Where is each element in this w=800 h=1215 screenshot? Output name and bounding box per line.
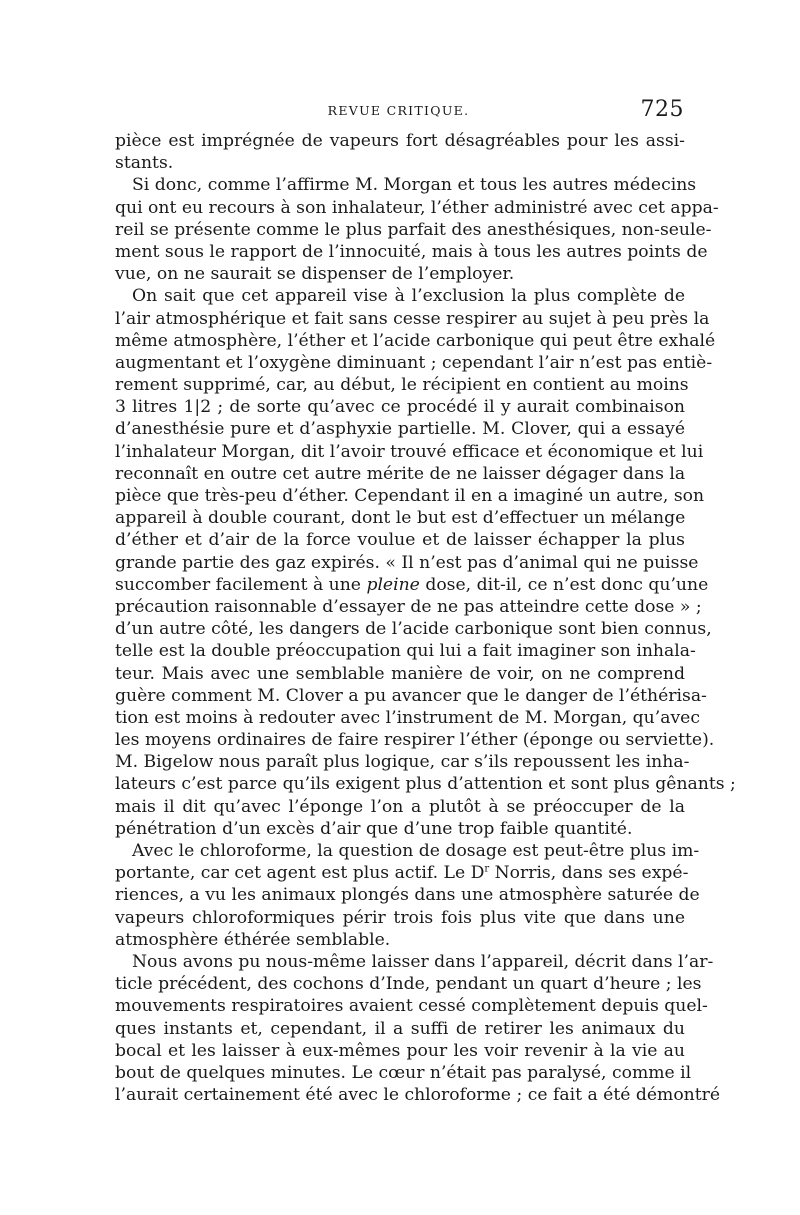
running-head bbox=[113, 97, 684, 123]
text-line: On sait que cet appareil vise à l’exclusion la plus complète de bbox=[132, 286, 685, 307]
text-segment: Norris, dans ses expé- bbox=[489, 863, 689, 884]
text-line: teur. Mais avec une semblable manière de voir, on ne comprend bbox=[115, 663, 685, 684]
text-line: mouvements respiratoires avaient cessé complètement depuis quel- bbox=[115, 996, 708, 1017]
text-line-italic bbox=[115, 574, 709, 596]
text-line: reconnaît en outre cet autre mérite de ne laisser dégager dans la bbox=[115, 463, 686, 484]
text-line: Nous avons pu nous-même laisser dans l’appareil, décrit dans l’ar- bbox=[132, 951, 714, 972]
text-line: pénétration d’un excès d’air que d’une trop faible quantité. bbox=[115, 818, 633, 839]
text-line-superscript bbox=[115, 862, 689, 884]
text-line: l’aurait certainement été avec le chloroforme ; ce fait a été démontré bbox=[115, 1085, 721, 1106]
text-line: pièce est imprégnée de vapeurs fort désagréables pour les assi- bbox=[115, 131, 685, 151]
text-line: riences, a vu les animaux plongés dans une atmosphère saturée de bbox=[115, 885, 700, 906]
page-number: 725 bbox=[640, 97, 684, 122]
text-line: mais il dit qu’avec l’éponge l’on a plutôt à se préoccuper de la bbox=[115, 796, 685, 817]
text-line: l’air atmosphérique et fait sans cesse respirer au sujet à peu près la bbox=[115, 308, 710, 329]
text-line: augmentant et l’oxygène diminuant ; cependant l’air n’est pas entiè- bbox=[115, 352, 713, 373]
text-line: appareil à double courant, dont le but est d’effectuer un mélange bbox=[115, 508, 686, 529]
text-segment: portante, car cet agent est plus actif. Le D bbox=[115, 863, 485, 884]
text-line: atmosphère éthérée semblable. bbox=[115, 929, 391, 950]
text-line: d’anesthésie pure et d’asphyxie partielle. M. Clover, qui a essayé bbox=[115, 419, 685, 440]
running-title: REVUE CRITIQUE. bbox=[327, 103, 470, 118]
body-text bbox=[115, 130, 736, 1106]
text-line: qui ont eu recours à son inhalateur, l’éther administré avec cet appa- bbox=[115, 197, 719, 218]
text-line: bocal et les laisser à eux-mêmes pour les voir revenir à la vie au bbox=[115, 1040, 685, 1061]
text-segment: dose, dit-il, ce n’est donc qu’une bbox=[419, 574, 709, 595]
text-line: guère comment M. Clover a pu avancer que le danger de l’éthérisa- bbox=[115, 685, 707, 706]
text-line: vue, on ne saurait se dispenser de l’employer. bbox=[115, 264, 515, 285]
text-line: d’un autre côté, les dangers de l’acide carbonique sont bien connus, bbox=[115, 619, 712, 640]
text-line: vapeurs chloroformiques périr trois fois plus vite que dans une bbox=[115, 907, 685, 928]
superscript: r bbox=[484, 863, 490, 875]
text-line: Avec le chloroforme, la question de dosage est peut-être plus im- bbox=[132, 841, 700, 861]
text-segment: succomber facilement à une bbox=[115, 574, 367, 595]
text-line: grande partie des gaz expirés. « Il n’est pas d’animal qui ne puisse bbox=[115, 552, 699, 573]
text-line: même atmosphère, l’éther et l’acide carbonique qui peut être exhalé bbox=[115, 330, 716, 351]
text-line: ment sous le rapport de l’innocuité, mais à tous les autres points de bbox=[115, 241, 708, 262]
text-line: ticle précédent, des cochons d’Inde, pendant un quart d’heure ; les bbox=[115, 974, 702, 995]
text-line: telle est la double préoccupation qui lui a fait imaginer son inhala- bbox=[115, 641, 696, 662]
text-line: d’éther et d’air de la force voulue et de laisser échapper la plus bbox=[115, 530, 685, 551]
text-line: rement supprimé, car, au début, le récipient en contient au moins bbox=[115, 375, 689, 396]
text-line: 3 litres 1|2 ; de sorte qu’avec ce procédé il y aurait combinaison bbox=[115, 397, 685, 418]
text-line: précaution raisonnable d’essayer de ne pas atteindre cette dose » ; bbox=[115, 596, 702, 617]
text-line: ques instants et, cependant, il a suffi de retirer les animaux du bbox=[115, 1018, 685, 1039]
text-line: tion est moins à redouter avec l’instrument de M. Morgan, qu’avec bbox=[115, 707, 700, 728]
text-line: Si donc, comme l’affirme M. Morgan et tous les autres médecins bbox=[132, 175, 697, 196]
text-line: reil se présente comme le plus parfait des anesthésiques, non-seule- bbox=[115, 219, 712, 240]
text-line: pièce que très-peu d’éther. Cependant il en a imaginé un autre, son bbox=[115, 486, 705, 506]
text-line: M. Bigelow nous paraît plus logique, car s’ils repoussent les inha- bbox=[115, 752, 690, 773]
text-line: lateurs c’est parce qu’ils exigent plus d’attention et sont plus gênants ; bbox=[115, 774, 736, 795]
italic-word: pleine bbox=[366, 574, 420, 595]
text-line: stants. bbox=[115, 153, 174, 174]
text-line: bout de quelques minutes. Le cœur n’était pas paralysé, comme il bbox=[115, 1062, 692, 1083]
text-line: l’inhalateur Morgan, dit l’avoir trouvé efficace et économique et lui bbox=[115, 441, 704, 462]
text-line: les moyens ordinaires de faire respirer l’éther (éponge ou serviette). bbox=[115, 730, 715, 751]
